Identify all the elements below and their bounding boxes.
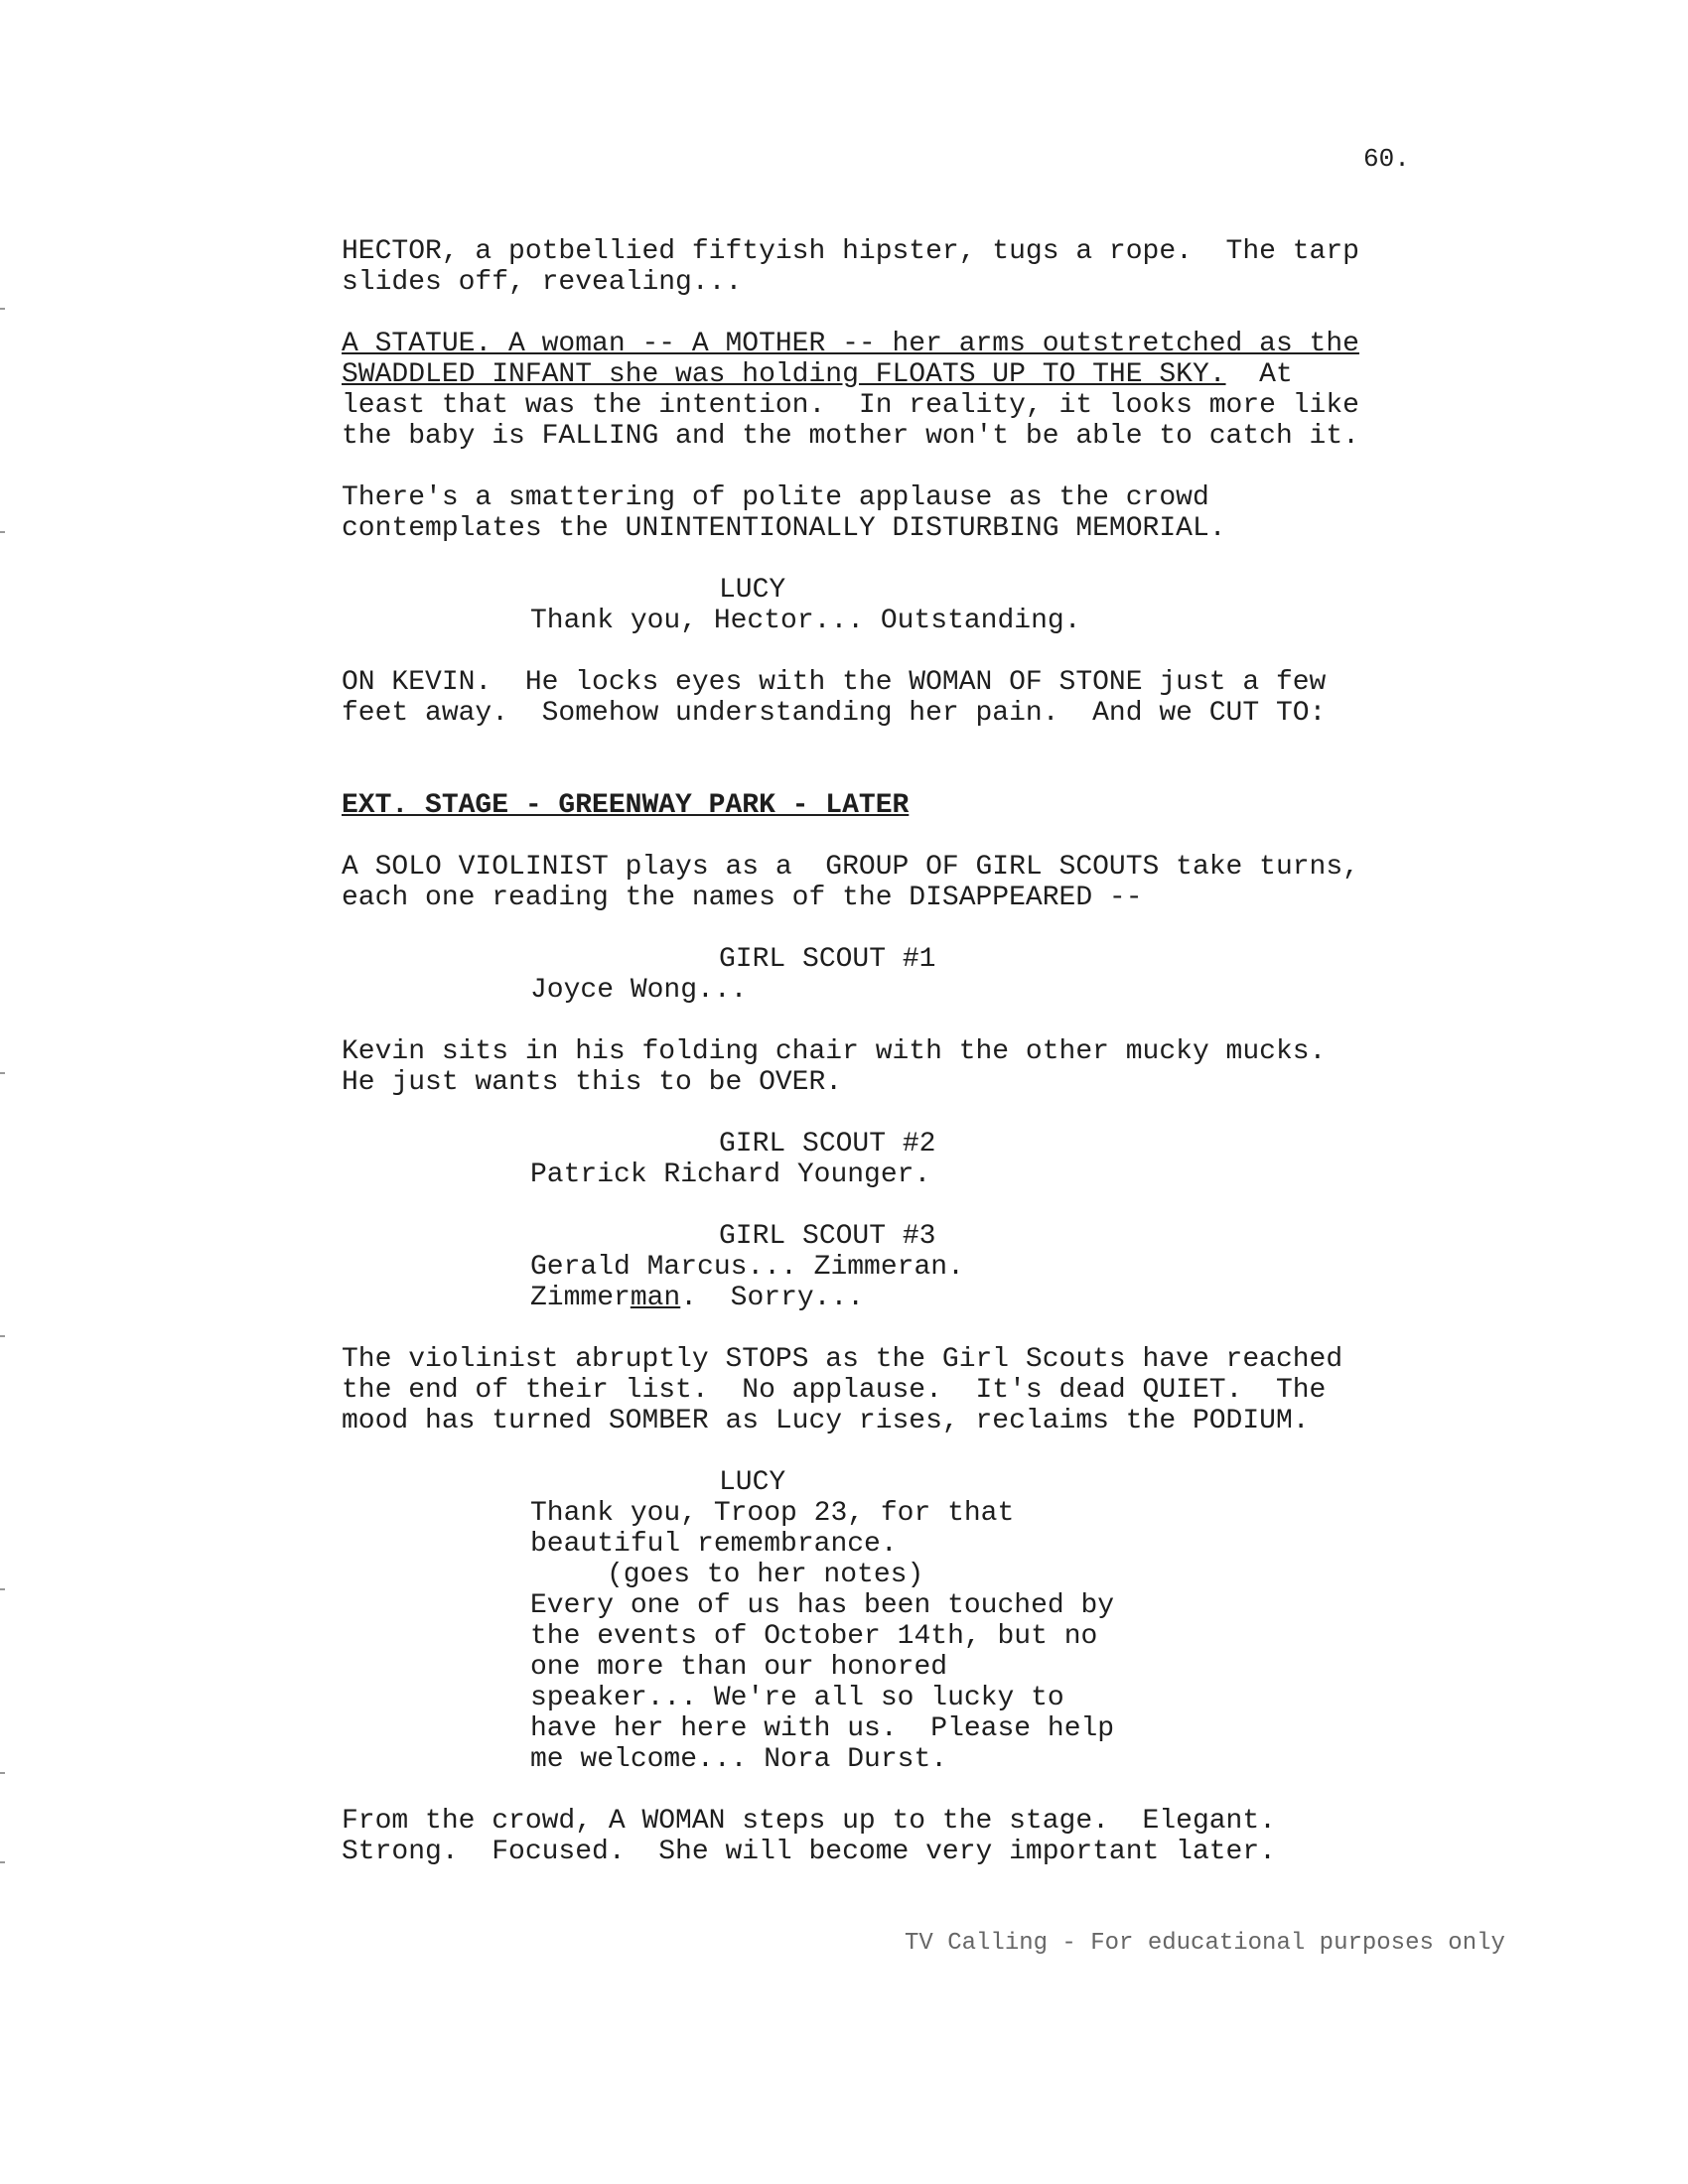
action-line: the end of their list. No applause. It's dead QUIET. The [342,1375,1327,1406]
dialogue-line: the events of October 14th, but no [530,1621,1098,1652]
underlined-text: man [630,1283,681,1313]
scan-speck [0,1772,5,1774]
page-number: 60. [1363,144,1410,174]
action-line [342,359,1293,390]
scan-speck [0,308,5,310]
dialogue-line: Joyce Wong... [530,975,748,1006]
scan-speck [0,1335,5,1337]
dialogue-line: Thank you, Troop 23, for that [530,1498,1015,1529]
character-cue: GIRL SCOUT #1 [719,944,936,975]
character-cue: LUCY [719,575,786,606]
character-cue: GIRL SCOUT #2 [719,1129,936,1160]
character-cue: GIRL SCOUT #3 [719,1221,936,1252]
dialogue-line: Gerald Marcus... Zimmeran. [530,1252,964,1283]
action-line: The violinist abruptly STOPS as the Girl Scouts have reached [342,1344,1343,1375]
dialogue-line: speaker... We're all so lucky to [530,1683,1064,1713]
scan-speck [0,531,5,533]
scene-heading: EXT. STAGE - GREENWAY PARK - LATER [342,790,910,821]
action-line: feet away. Somehow understanding her pain. And we CUT TO: [342,698,1327,729]
action-line: There's a smattering of polite applause as the crowd [342,482,1209,513]
action-line: Strong. Focused. She will become very important later. [342,1837,1276,1867]
action-line: each one reading the names of the DISAPPEARED -- [342,883,1143,913]
dialogue-line: Every one of us has been touched by [530,1590,1115,1621]
action-line: slides off, revealing... [342,267,743,298]
action-line: mood has turned SOMBER as Lucy rises, reclaims the PODIUM. [342,1406,1310,1436]
dialogue-line: me welcome... Nora Durst. [530,1744,948,1775]
dialogue-line: have her here with us. Please help [530,1713,1115,1744]
scan-speck [0,1072,5,1074]
action-line: ON KEVIN. He locks eyes with the WOMAN OF STONE just a few [342,667,1327,698]
dialogue-line: beautiful remembrance. [530,1529,898,1560]
underlined-text: SWADDLED INFANT she was holding FLOATS UP TO THE SKY. [342,359,1226,390]
action-line: HECTOR, a potbellied fiftyish hipster, tugs a rope. The tarp [342,236,1359,267]
action-line: the baby is FALLING and the mother won't be able to catch it. [342,421,1359,452]
character-cue: LUCY [719,1467,786,1498]
parenthetical: (goes to her notes) [607,1560,924,1590]
dialogue-line: one more than our honored [530,1652,948,1683]
action-line: Kevin sits in his folding chair with the other mucky mucks. [342,1036,1327,1067]
action-line: least that was the intention. In reality, it looks more like [342,390,1359,421]
scan-speck [0,1588,5,1590]
scan-speck [0,1861,5,1863]
action-line: A SOLO VIOLINIST plays as a GROUP OF GIRL SCOUTS take turns, [342,852,1359,883]
action-line-underlined: A STATUE. A woman -- A MOTHER -- her arms outstretched as the [342,329,1359,359]
action-line: From the crowd, A WOMAN steps up to the stage. Elegant. [342,1806,1276,1837]
dialogue-line: Patrick Richard Younger. [530,1160,931,1190]
footer-watermark: TV Calling - For educational purposes only [905,1930,1505,1957]
action-line: He just wants this to be OVER. [342,1067,843,1098]
dialogue-text: Zimmer [530,1283,631,1313]
action-line: contemplates the UNINTENTIONALLY DISTURBING MEMORIAL. [342,513,1226,544]
dialogue-line [530,1283,864,1313]
action-text: At [1225,359,1293,390]
dialogue-text: . Sorry... [680,1283,865,1313]
dialogue-line: Thank you, Hector... Outstanding. [530,606,1081,636]
